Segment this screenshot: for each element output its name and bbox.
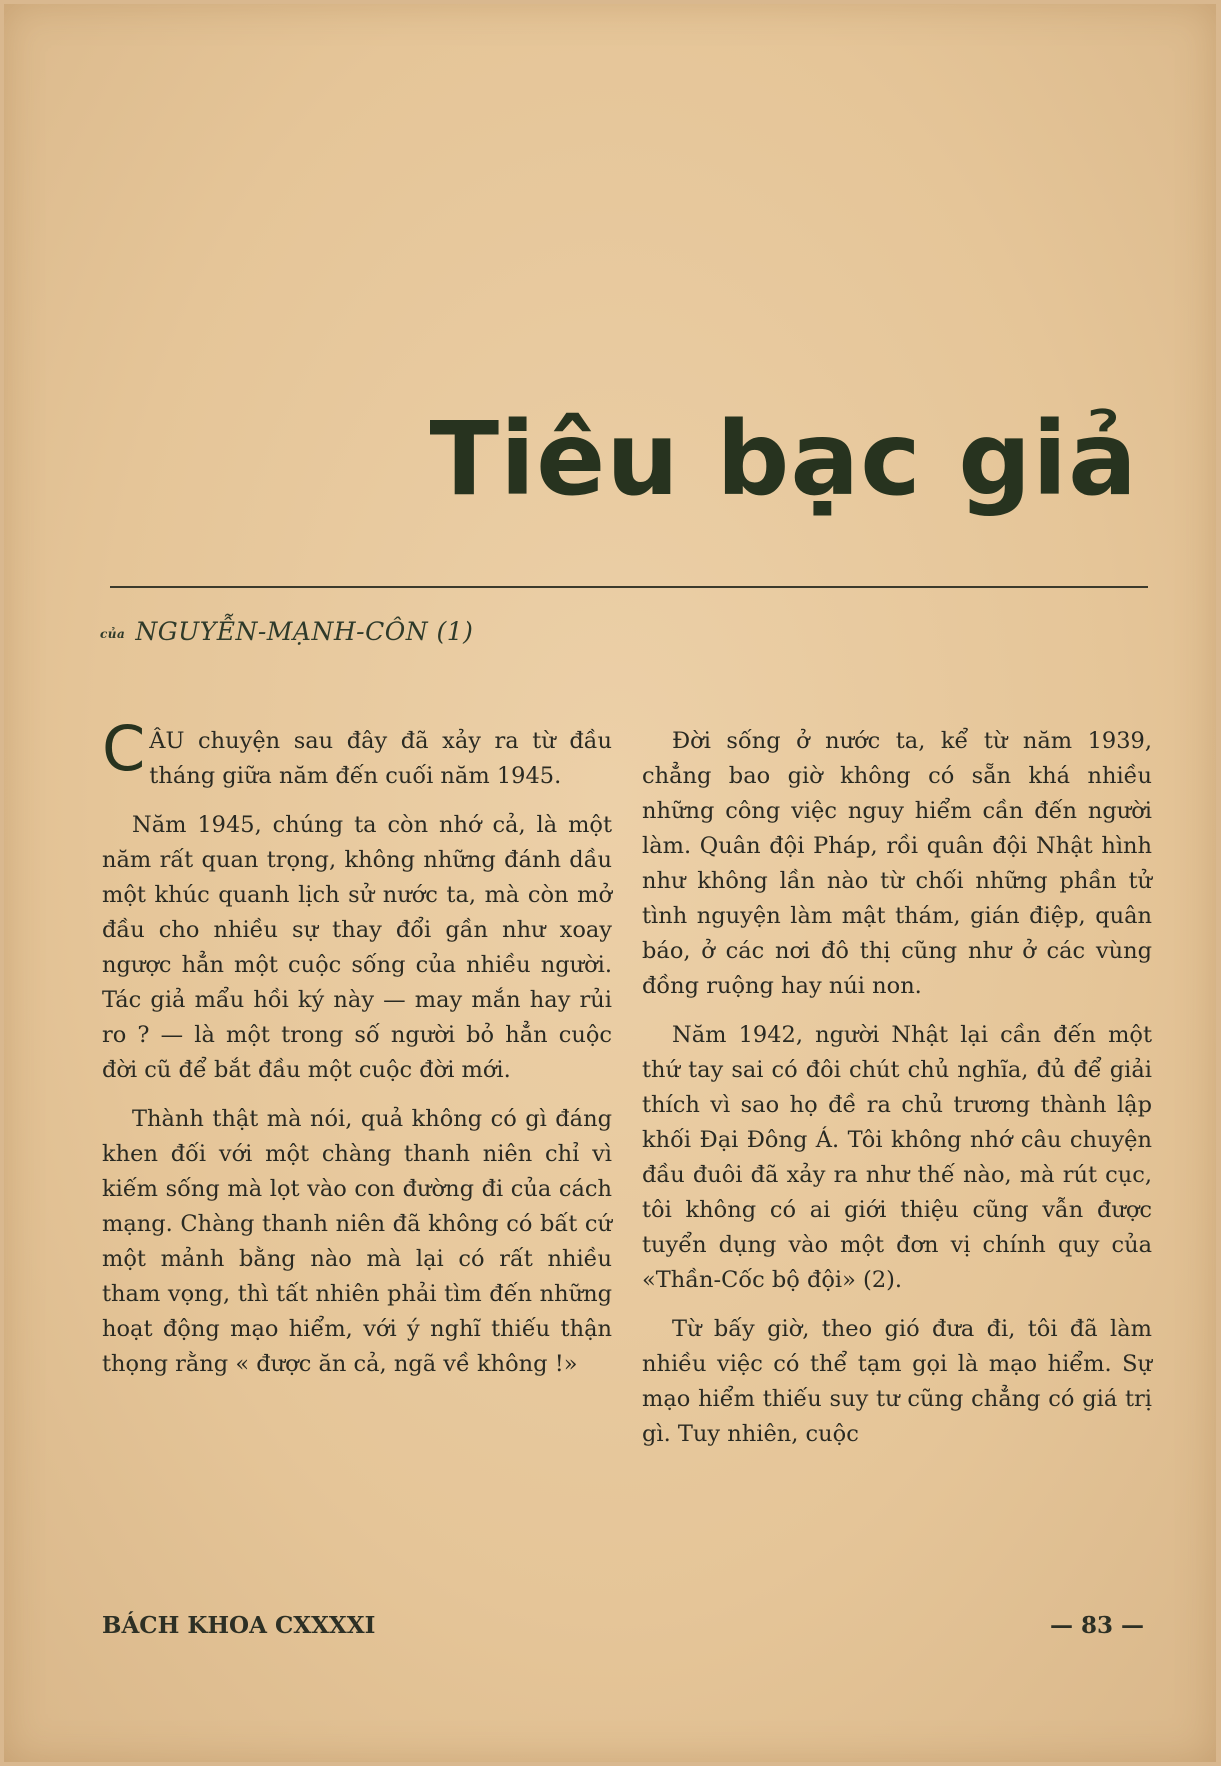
author-name: NGUYỄN-MẠNH-CÔN (1): [135, 617, 474, 646]
paragraph: Năm 1945, chúng ta còn nhớ cả, là một năm rất quan trọng, không những đánh dầu một khúc quanh lịch sử nước ta, mà còn mở đầu cho nhiều sự thay đổi gần như xoay ngược hẳn một cuộc sống của nhiều người. Tác giả mẩu hồi ký này — may mắn hay rủi ro ? — là một trong số người bỏ hẳn cuộc đời cũ để bắt đầu một cuộc đời mới.: [102, 812, 612, 1083]
byline-prefix: của: [100, 626, 126, 641]
title-divider: [110, 586, 1148, 588]
right-column: [642, 724, 1152, 1466]
article-title: Tiêu bạc giả: [429, 400, 1138, 519]
paragraph: Đời sống ở nước ta, kể từ năm 1939, chẳng bao giờ không có sẵn khá nhiều những công việc nguy hiểm cần đến người làm. Quân đội Pháp, rồi quân đội Nhật hình như không lần nào từ chối những phần tử tình nguyện làm mật thám, gián điệp, quân báo, ở các nơi đô thị cũng như ở các vùng đồng ruộng hay núi non.: [642, 728, 1152, 999]
paragraph: [102, 712, 612, 794]
magazine-name: BÁCH KHOA CXXXXI: [102, 1612, 376, 1639]
left-column: [102, 712, 612, 1396]
page-number: — 83 —: [1049, 1612, 1144, 1639]
paragraph: Năm 1942, người Nhật lại cần đến một thứ tay sai có đôi chút chủ nghĩa, đủ để giải thích vì sao họ đề ra chủ trương thành lập khối Đại Đông Á. Tôi không nhớ câu chuyện đầu đuôi đã xảy ra như thế nào, mà rút cục, tôi không có ai giới thiệu cũng vẫn được tuyển dụng vào một đơn vị chính quy của «Thần-Cốc bộ đội» (2).: [642, 1022, 1152, 1293]
magazine-page: [4, 4, 1216, 1762]
paragraph-text: ÂU chuyện sau đây đã xảy ra từ đầu tháng giữa năm đến cuối năm 1945.: [149, 728, 612, 789]
paragraph: Từ bấy giờ, theo gió đưa đi, tôi đã làm nhiều việc có thể tạm gọi là mạo hiểm. Sự mạo hiểm thiếu suy tư cũng chẳng có giá trị gì. Tuy nhiên, cuộc: [642, 1316, 1152, 1447]
drop-cap: C: [102, 712, 146, 785]
paragraph: Thành thật mà nói, quả không có gì đáng khen đối với một chàng thanh niên chỉ vì kiếm sống mà lọt vào con đường đi của cách mạng. Chàng thanh niên đã không có bất cứ một mảnh bằng nào mà lại có rất nhiều tham vọng, thì tất nhiên phải tìm đến những hoạt động mạo hiểm, với ý nghĩ thiếu thận thọng rằng « được ăn cả, ngã về không !»: [102, 1106, 612, 1377]
byline: [100, 617, 473, 646]
